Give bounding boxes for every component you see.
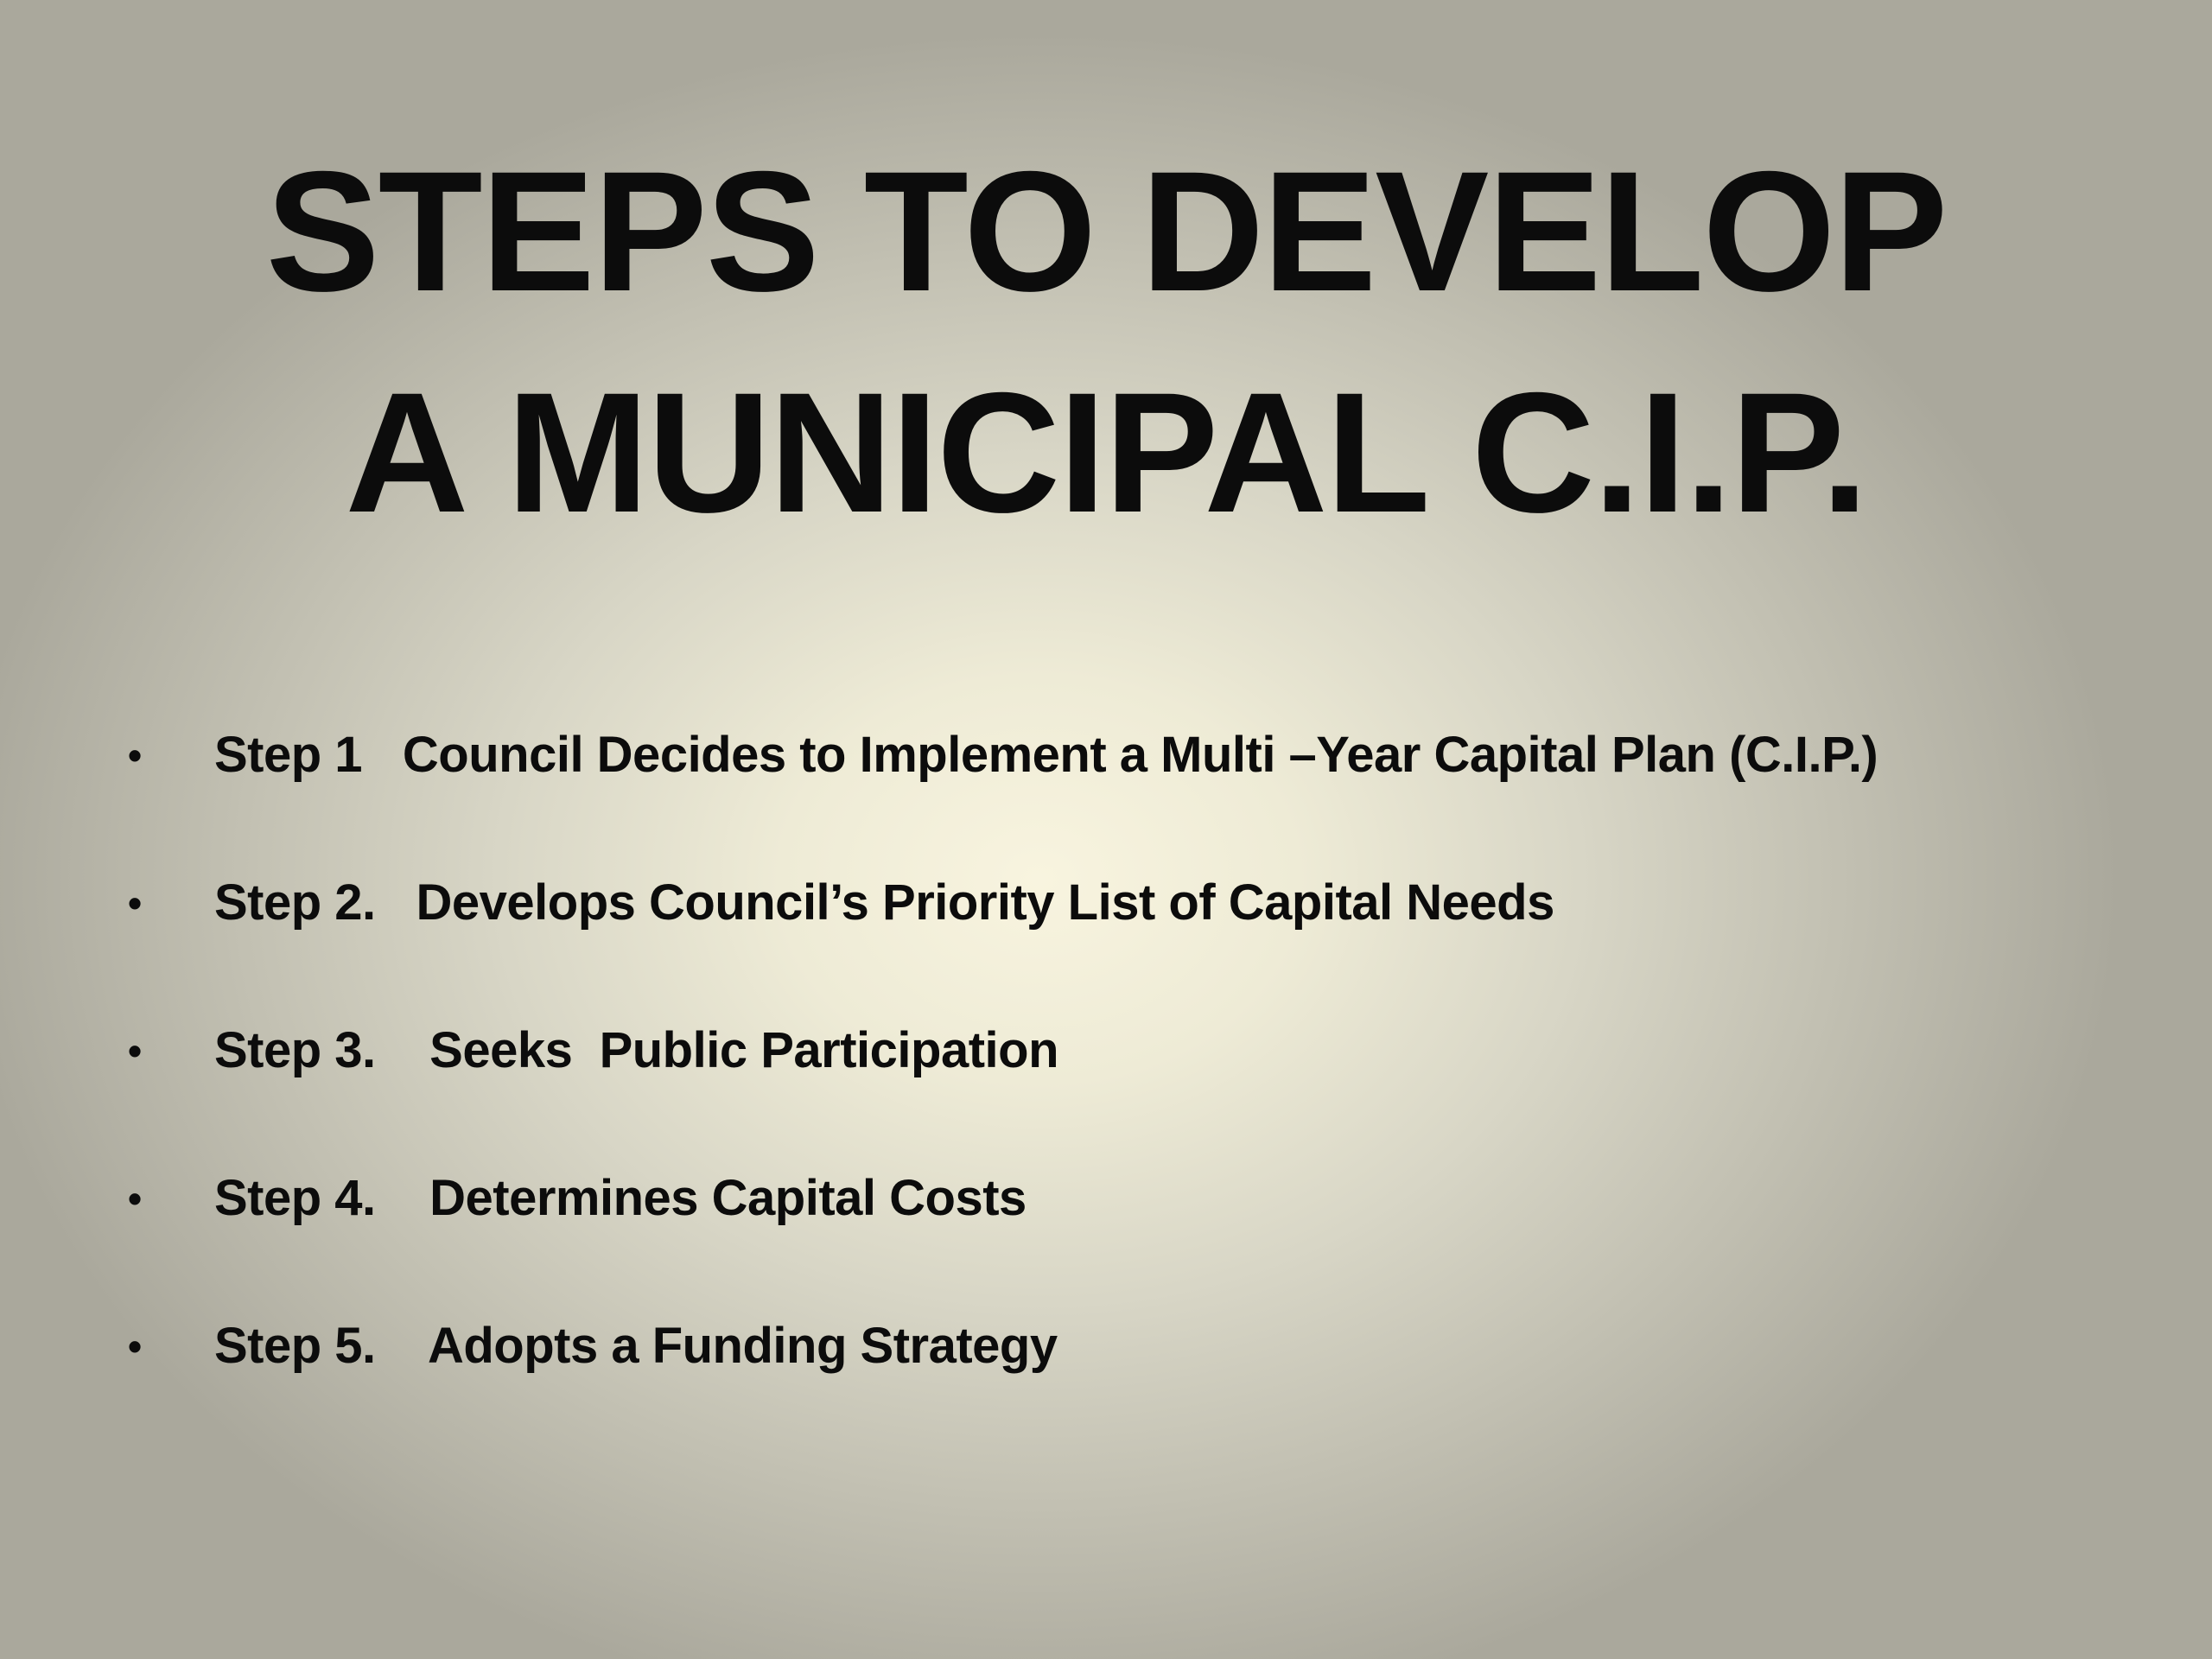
- bullet-icon: •: [128, 1324, 142, 1369]
- step-item-2: [128, 860, 2184, 1007]
- step-text: Step 4. Determines Capital Costs: [214, 1170, 1027, 1226]
- title-line-2: A MUNICIPAL C.I.P.: [345, 357, 1867, 548]
- step-text: Step 1 Council Decides to Implement a Multi –Year Capital Plan (C.I.P.): [214, 727, 1878, 783]
- step-item-3: [128, 1007, 2184, 1155]
- step-item-4: [128, 1155, 2184, 1303]
- bullet-icon: •: [128, 733, 142, 778]
- step-item-1: [128, 712, 2184, 860]
- slide-title: [0, 121, 2212, 563]
- bullet-icon: •: [128, 1028, 142, 1073]
- step-text: Step 2. Develops Council’s Priority List of Capital Needs: [214, 874, 1554, 931]
- bullet-icon: •: [128, 1176, 142, 1221]
- step-text: Step 3. Seeks Public Participation: [214, 1022, 1058, 1078]
- bullet-icon: •: [128, 880, 142, 925]
- steps-list: [128, 712, 2184, 1451]
- step-item-5: [128, 1303, 2184, 1451]
- step-text: Step 5. Adopts a Funding Strategy: [214, 1318, 1058, 1374]
- title-line-1: STEPS TO DEVELOP: [265, 136, 1947, 327]
